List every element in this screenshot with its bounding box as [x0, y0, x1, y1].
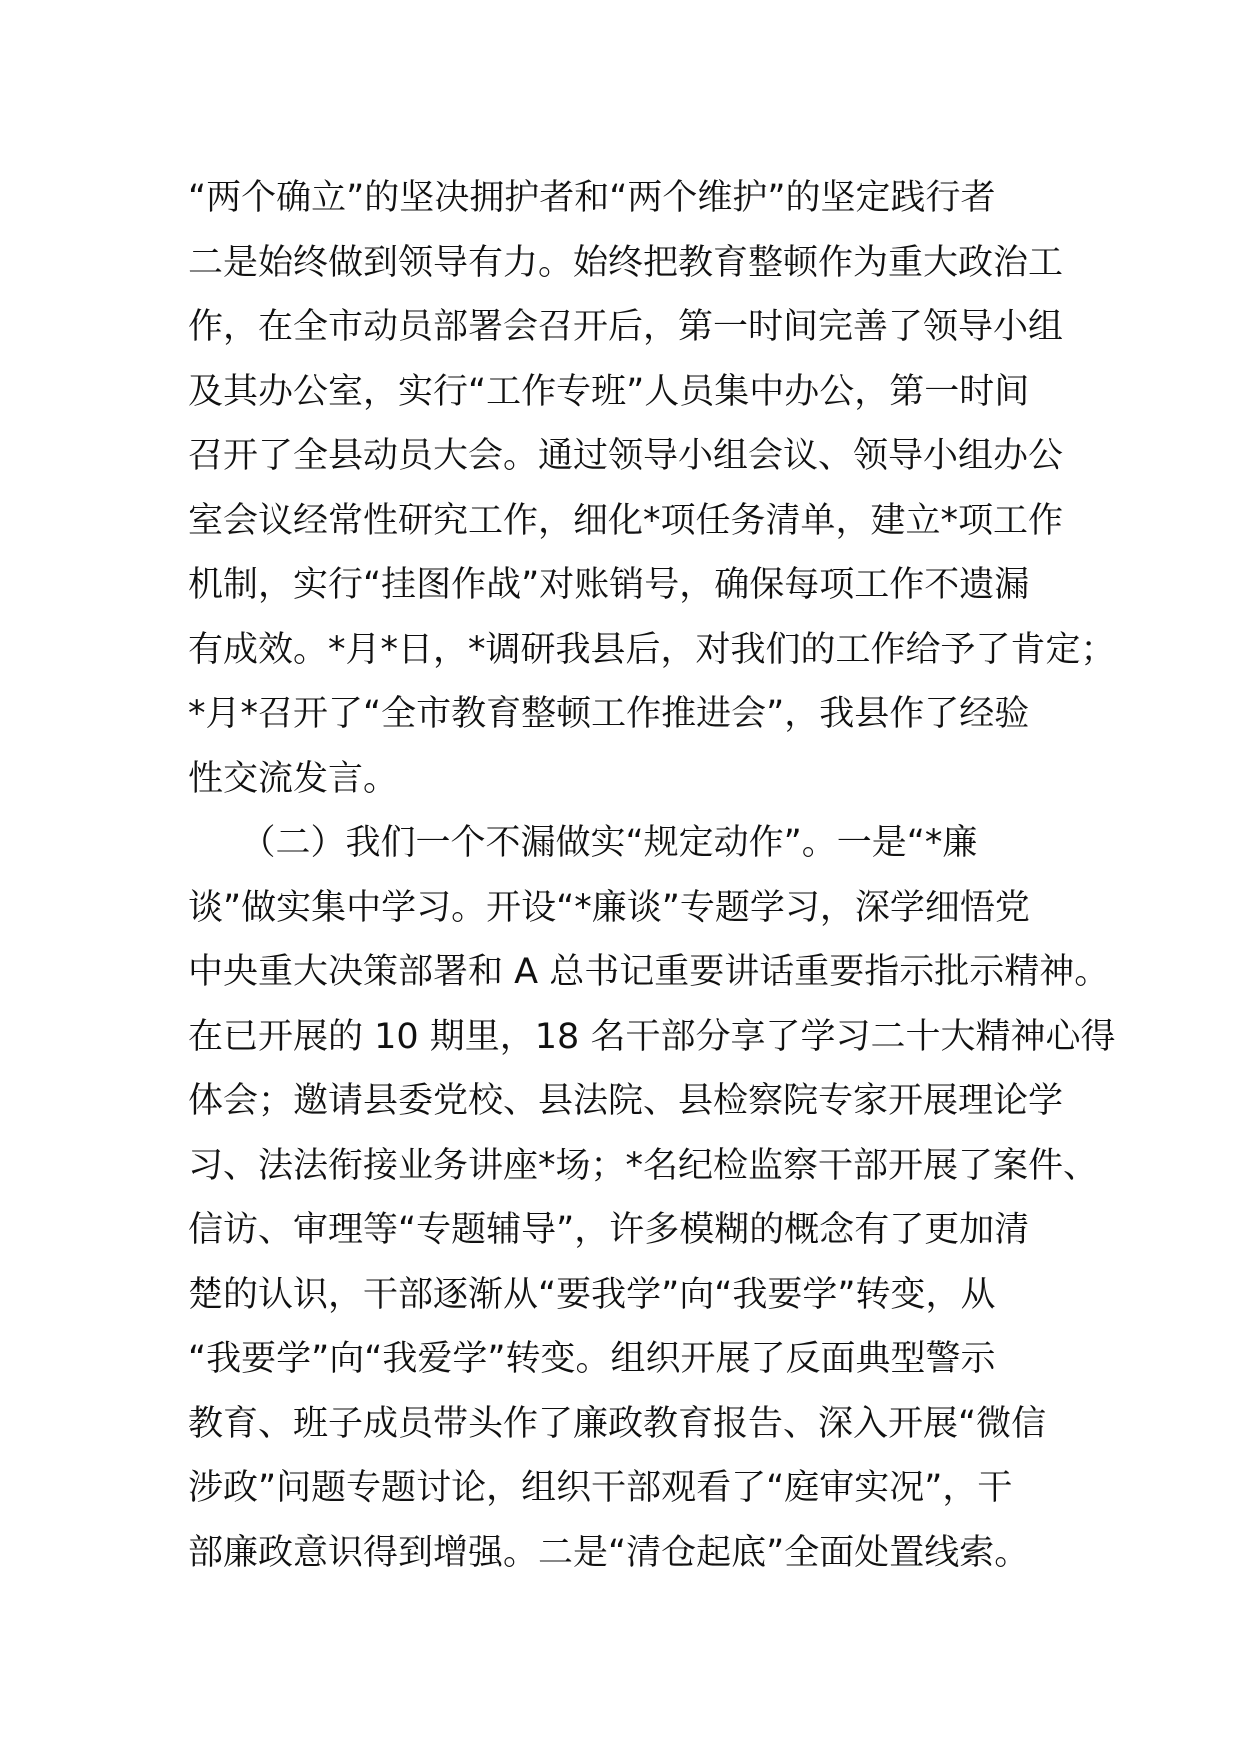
text-line-19: “我要学”向“我爱学”转变。组织开展了反面典型警示 — [188, 1339, 996, 1379]
text-line-20: 教育、班子成员带头作了廉政教育报告、深入开展“微信 — [188, 1403, 1047, 1444]
text-line-12: 谈”做实集中学习。开设“*廉谈”专题学习，深学细悟党 — [188, 887, 1030, 928]
text-line-21: 涉政”问题专题讨论，组织干部观看了“庭审实况”，干 — [188, 1468, 1013, 1508]
text-line-15: 体会；邀请县委党校、县法院、县检察院专家开展理论学 — [188, 1081, 1064, 1121]
body-text — [188, 166, 1116, 1585]
text-line-17: 信访、审理等“专题辅导”，许多模糊的概念有了更加清 — [188, 1210, 1030, 1250]
text-line-14: 在已开展的 10 期里，18 名干部分享了学习二十大精神心得 — [188, 1016, 1116, 1057]
text-line-2: 二是始终做到领导有力。始终把教育整顿作为重大政治工 — [188, 242, 1064, 283]
text-line-13: 中央重大决策部署和 A 总书记重要讲话重要指示批示精神。 — [188, 952, 1110, 992]
text-line-1: “两个确立”的坚决拥护者和“两个维护”的坚定践行者 — [188, 178, 996, 218]
text-line-22: 部廉政意识得到增强。二是“清仓起底”全面处置线索。 — [188, 1532, 1030, 1573]
text-line-18: 楚的认识，干部逐渐从“要我学”向“我要学”转变，从 — [188, 1274, 996, 1315]
text-line-6: 室会议经常性研究工作，细化*项任务清单，建立*项工作 — [188, 500, 1064, 541]
text-line-11: （二）我们一个不漏做实“规定动作”。一是“*廉 — [188, 823, 978, 863]
text-line-4: 及其办公室，实行“工作专班”人员集中办公，第一时间 — [188, 371, 1030, 412]
text-line-10: 性交流发言。 — [188, 758, 399, 799]
text-line-8: 有成效。*月*日，*调研我县后，对我们的工作给予了肯定； — [188, 629, 1116, 670]
text-line-5: 召开了全县动员大会。通过领导小组会议、领导小组办公 — [188, 436, 1064, 476]
text-line-9: *月*召开了“全市教育整顿工作推进会”，我县作了经验 — [188, 694, 1030, 734]
text-line-7: 机制，实行“挂图作战”对账销号，确保每项工作不遗漏 — [188, 565, 1030, 605]
text-line-3: 作，在全市动员部署会召开后，第一时间完善了领导小组 — [188, 307, 1064, 347]
text-line-16: 习、法法衔接业务讲座*场；*名纪检监察干部开展了案件、 — [188, 1145, 1099, 1186]
